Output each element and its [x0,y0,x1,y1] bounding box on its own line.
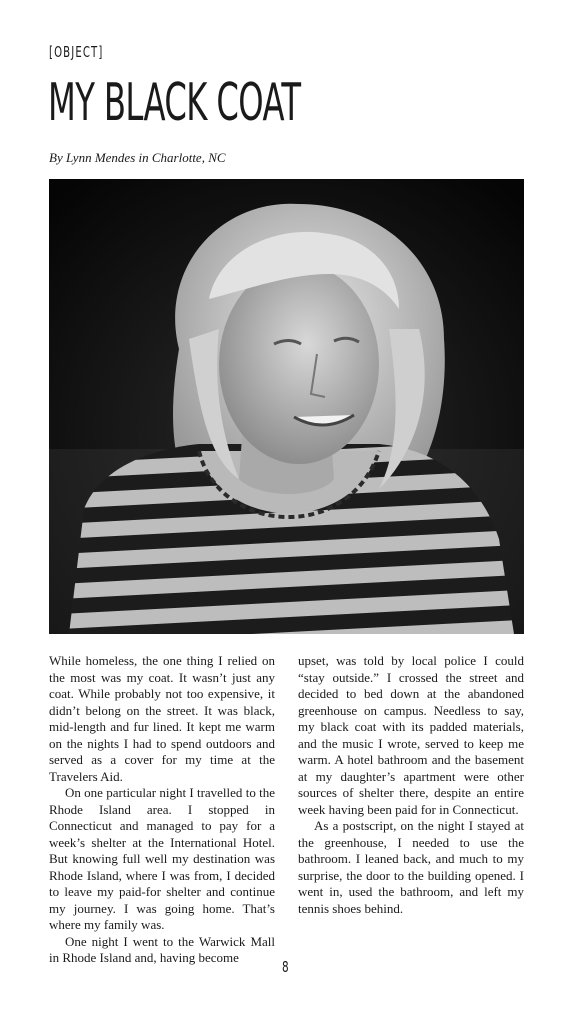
paragraph: On one particular night I travelled to the Rhode Island area. I stopped in Connecticut and managed to pay for a week’s shelter at the International Hotel. But knowing full well my destination was Rhode Island, where I was from, I decided to leave my paid-for shelter and continue my journey. I was going home. That’s where my family was. [49,785,275,932]
body-column-right [298,653,524,917]
portrait-photo [49,179,524,634]
page-number: 8 [282,958,289,976]
article-title: MY BLACK COAT [48,73,301,133]
paragraph: As a postscript, on the night I stayed at the greenhouse, I needed to use the bathroom. I leaned back, and much to my surprise, the door to the building opened. I went in, used the bathroom, and left my tennis shoes behind. [298,818,524,916]
portrait-illustration [49,179,524,634]
body-column-left [49,653,275,967]
paragraph: One night I went to the Warwick Mall in Rhode Island and, having become [49,933,275,965]
paragraph: While homeless, the one thing I relied on the most was my coat. It wasn’t just any coat. While probably not too expensive, it didn’t belong on the street. It was black, mid-length and fur lined. It kept me warm on the nights I had to spend outdoors and served as a cover for my time at the Travelers Aid. [49,653,275,784]
section-kicker: [OBJECT] [49,43,104,61]
paragraph: upset, was told by local police I could “stay outside.” I crossed the street and decided to bed down at the abandoned greenhouse on campus. Needless to say, my black coat with its padded materials, and the music I wrote, served to keep me warm. A hotel bathroom and the basement at my daughter’s apartment were other sources of shelter there, despite an entire week having been paid for in Connecticut. [298,653,524,817]
byline: By Lynn Mendes in Charlotte, NC [49,150,226,165]
